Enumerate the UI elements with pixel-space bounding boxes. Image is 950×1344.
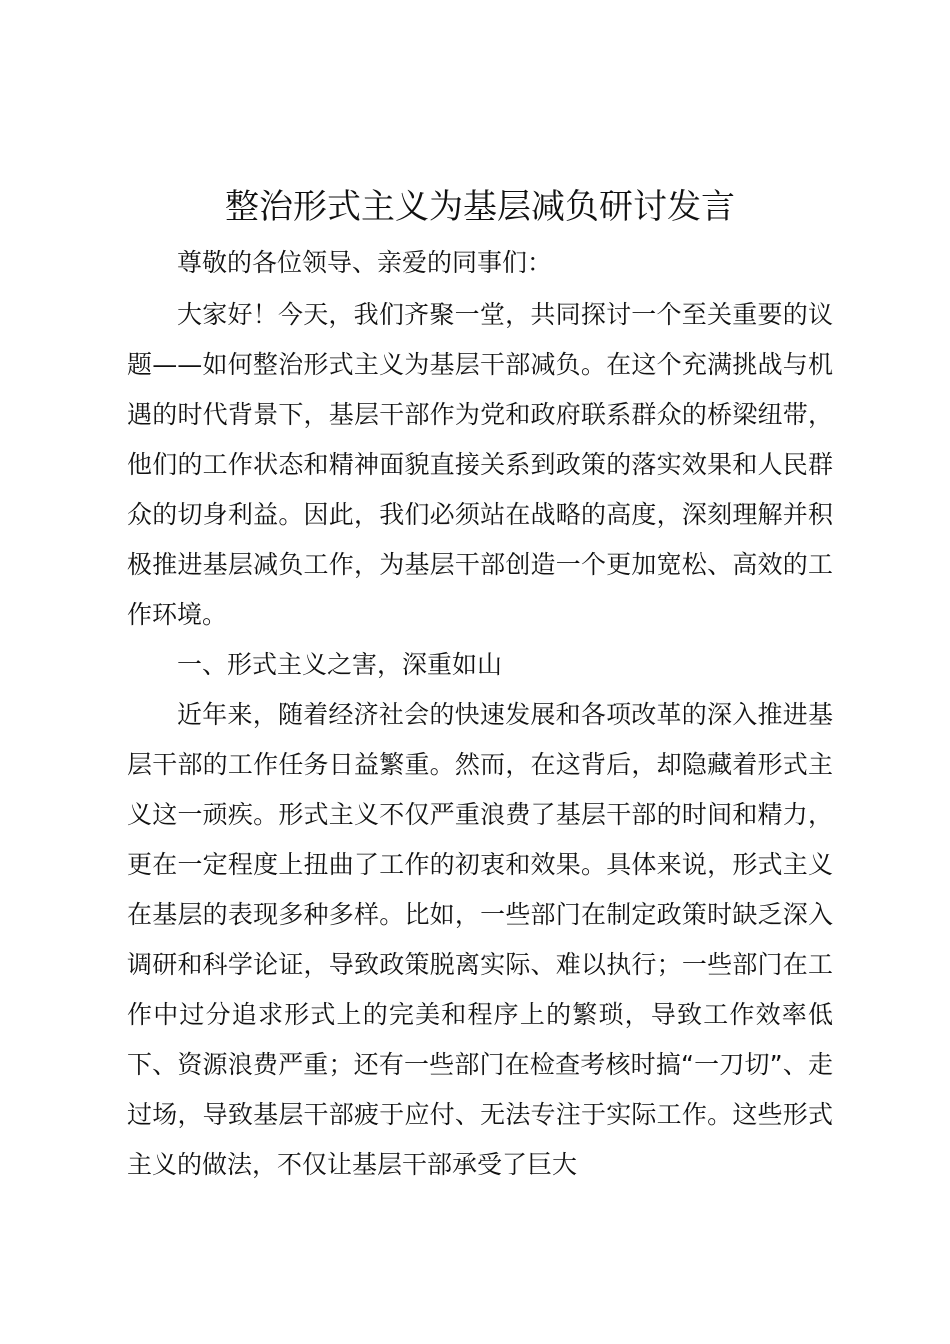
paragraph-section-1: 近年来，随着经济社会的快速发展和各项改革的深入推进基层干部的工作任务日益繁重。然而，在这背后，却隐藏着形式主义这一顽疾。形式主义不仅严重浪费了基层干部的时间和精力，更在一定程度上扭曲了工作的初衷和效果。具体来说，形式主义在基层的表现多种多样。比如，一些部门在制定政策时缺乏深入调研和科学论证，导致政策脱离实际、难以执行；一些部门在工作中过分追求形式上的完美和程序上的繁琐，导致工作效率低下、资源浪费严重；还有一些部门在检查考核时搞“一刀切”、走过场，导致基层干部疲于应付、无法专注于实际工作。这些形式主义的做法，不仅让基层干部承受了巨大 [127,700,833,1179]
document-page [127,178,833,1190]
section-heading-1: 一、形式主义之害，深重如山 [177,650,503,679]
document-title: 整治形式主义为基层减负研讨发言 [225,187,735,227]
salutation: 尊敬的各位领导、亲爱的同事们： [177,248,553,277]
paragraph-opening: 大家好！今天，我们齐聚一堂，共同探讨一个至关重要的议题——如何整治形式主义为基层干部减负。在这个充满挑战与机遇的时代背景下，基层干部作为党和政府联系群众的桥梁纽带，他们的工作状态和精神面貌直接关系到政策的落实效果和人民群众的切身利益。因此，我们必须站在战略的高度，深刻理解并积极推进基层减负工作，为基层干部创造一个更加宽松、高效的工作环境。 [127,300,833,629]
